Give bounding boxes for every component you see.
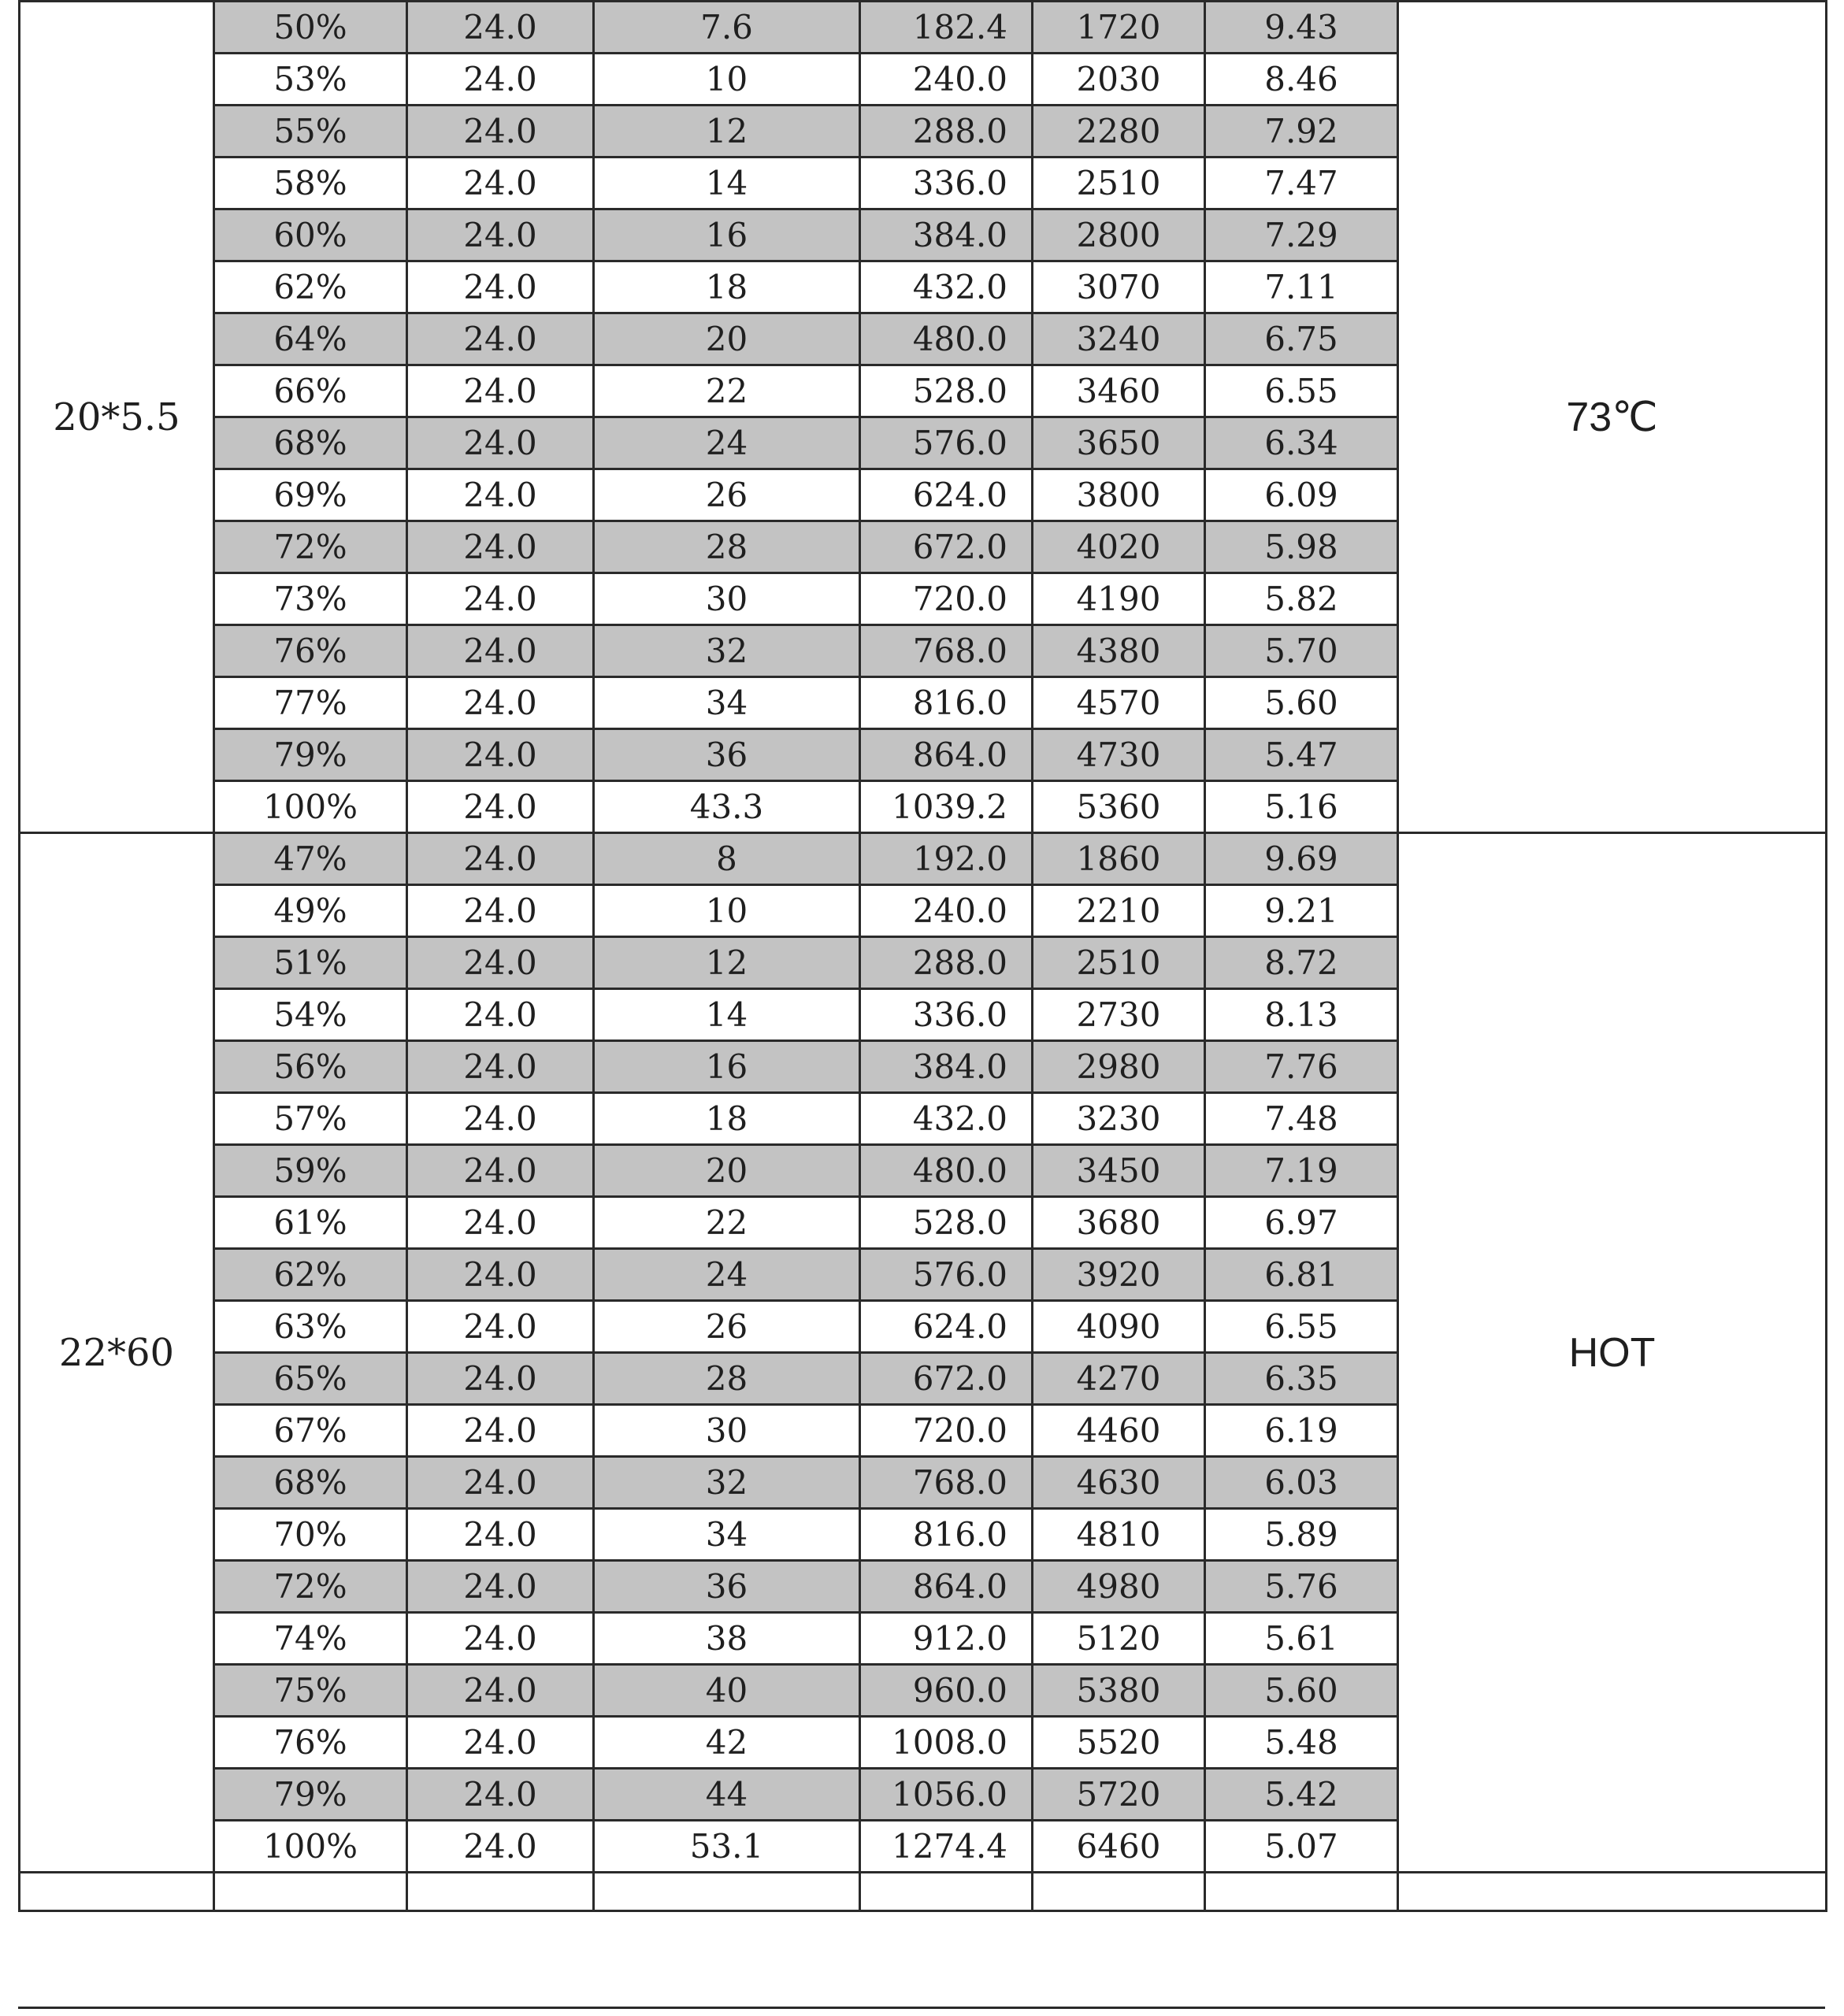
blank-cell [20, 1873, 214, 1911]
table-row [20, 2, 1827, 54]
load-cell: 73% [214, 573, 407, 625]
power-cell: 192.0 [860, 833, 1033, 885]
efficiency-cell: 6.81 [1205, 1249, 1398, 1301]
voltage-cell: 24.0 [407, 781, 594, 833]
power-cell: 288.0 [860, 106, 1033, 158]
current-cell: 26 [594, 1301, 860, 1353]
load-cell: 76% [214, 1717, 407, 1769]
rpm-cell: 3070 [1033, 261, 1205, 313]
current-cell: 26 [594, 469, 860, 521]
current-cell: 12 [594, 937, 860, 989]
load-cell: 64% [214, 313, 407, 365]
power-cell: 1008.0 [860, 1717, 1033, 1769]
efficiency-cell: 5.61 [1205, 1613, 1398, 1665]
blank-cell [594, 1873, 860, 1911]
power-cell: 480.0 [860, 313, 1033, 365]
power-cell: 384.0 [860, 209, 1033, 261]
temperature-status: 73℃ [1398, 2, 1827, 833]
rpm-cell: 3920 [1033, 1249, 1205, 1301]
rpm-cell: 4980 [1033, 1561, 1205, 1613]
power-cell: 336.0 [860, 158, 1033, 209]
rpm-cell: 5380 [1033, 1665, 1205, 1717]
voltage-cell: 24.0 [407, 937, 594, 989]
voltage-cell: 24.0 [407, 885, 594, 937]
current-cell: 18 [594, 1093, 860, 1145]
rpm-cell: 3650 [1033, 417, 1205, 469]
current-cell: 20 [594, 1145, 860, 1197]
power-cell: 672.0 [860, 1353, 1033, 1405]
rpm-cell: 5520 [1033, 1717, 1205, 1769]
blank-cell [214, 1873, 407, 1911]
rpm-cell: 4460 [1033, 1405, 1205, 1457]
rpm-cell: 3450 [1033, 1145, 1205, 1197]
power-cell: 528.0 [860, 365, 1033, 417]
voltage-cell: 24.0 [407, 261, 594, 313]
current-cell: 12 [594, 106, 860, 158]
current-cell: 40 [594, 1665, 860, 1717]
rpm-cell: 3460 [1033, 365, 1205, 417]
efficiency-cell: 5.42 [1205, 1769, 1398, 1821]
rpm-cell: 4730 [1033, 729, 1205, 781]
power-cell: 1039.2 [860, 781, 1033, 833]
current-cell: 7.6 [594, 2, 860, 54]
load-cell: 69% [214, 469, 407, 521]
current-cell: 22 [594, 365, 860, 417]
efficiency-cell: 6.35 [1205, 1353, 1398, 1405]
current-cell: 44 [594, 1769, 860, 1821]
load-cell: 100% [214, 781, 407, 833]
rpm-cell: 4570 [1033, 677, 1205, 729]
power-cell: 480.0 [860, 1145, 1033, 1197]
efficiency-cell: 5.70 [1205, 625, 1398, 677]
voltage-cell: 24.0 [407, 1093, 594, 1145]
current-cell: 20 [594, 313, 860, 365]
efficiency-cell: 9.43 [1205, 2, 1398, 54]
rpm-cell: 2980 [1033, 1041, 1205, 1093]
rpm-cell: 2030 [1033, 54, 1205, 106]
power-cell: 720.0 [860, 1405, 1033, 1457]
load-cell: 72% [214, 521, 407, 573]
load-cell: 53% [214, 54, 407, 106]
efficiency-cell: 5.76 [1205, 1561, 1398, 1613]
current-cell: 10 [594, 885, 860, 937]
rpm-cell: 3800 [1033, 469, 1205, 521]
current-cell: 14 [594, 989, 860, 1041]
current-cell: 24 [594, 417, 860, 469]
efficiency-cell: 5.82 [1205, 573, 1398, 625]
efficiency-cell: 7.92 [1205, 106, 1398, 158]
efficiency-cell: 7.48 [1205, 1093, 1398, 1145]
efficiency-cell: 6.03 [1205, 1457, 1398, 1509]
load-cell: 65% [214, 1353, 407, 1405]
voltage-cell: 24.0 [407, 573, 594, 625]
voltage-cell: 24.0 [407, 1249, 594, 1301]
voltage-cell: 24.0 [407, 1561, 594, 1613]
power-cell: 240.0 [860, 54, 1033, 106]
rpm-cell: 3230 [1033, 1093, 1205, 1145]
rpm-cell: 2730 [1033, 989, 1205, 1041]
power-cell: 182.4 [860, 2, 1033, 54]
power-cell: 720.0 [860, 573, 1033, 625]
current-cell: 36 [594, 729, 860, 781]
load-cell: 57% [214, 1093, 407, 1145]
voltage-cell: 24.0 [407, 209, 594, 261]
rpm-cell: 2280 [1033, 106, 1205, 158]
load-cell: 54% [214, 989, 407, 1041]
rpm-cell: 5720 [1033, 1769, 1205, 1821]
rpm-cell: 2800 [1033, 209, 1205, 261]
load-cell: 100% [214, 1821, 407, 1873]
power-cell: 384.0 [860, 1041, 1033, 1093]
efficiency-cell: 9.21 [1205, 885, 1398, 937]
efficiency-cell: 6.55 [1205, 365, 1398, 417]
rpm-cell: 5360 [1033, 781, 1205, 833]
current-cell: 24 [594, 1249, 860, 1301]
efficiency-cell: 7.47 [1205, 158, 1398, 209]
efficiency-cell: 9.69 [1205, 833, 1398, 885]
load-cell: 77% [214, 677, 407, 729]
load-cell: 60% [214, 209, 407, 261]
voltage-cell: 24.0 [407, 1457, 594, 1509]
power-cell: 528.0 [860, 1197, 1033, 1249]
rpm-cell: 6460 [1033, 1821, 1205, 1873]
group-label: 22*60 [20, 833, 214, 1873]
power-cell: 672.0 [860, 521, 1033, 573]
table-row [20, 833, 1827, 885]
load-cell: 50% [214, 2, 407, 54]
power-cell: 1056.0 [860, 1769, 1033, 1821]
current-cell: 28 [594, 521, 860, 573]
voltage-cell: 24.0 [407, 989, 594, 1041]
current-cell: 14 [594, 158, 860, 209]
load-cell: 67% [214, 1405, 407, 1457]
current-cell: 34 [594, 1509, 860, 1561]
voltage-cell: 24.0 [407, 1509, 594, 1561]
power-cell: 336.0 [860, 989, 1033, 1041]
efficiency-cell: 5.07 [1205, 1821, 1398, 1873]
power-cell: 432.0 [860, 1093, 1033, 1145]
load-cell: 75% [214, 1665, 407, 1717]
data-table [18, 0, 1827, 1912]
current-cell: 36 [594, 1561, 860, 1613]
voltage-cell: 24.0 [407, 1145, 594, 1197]
voltage-cell: 24.0 [407, 833, 594, 885]
load-cell: 76% [214, 625, 407, 677]
efficiency-cell: 7.76 [1205, 1041, 1398, 1093]
load-cell: 63% [214, 1301, 407, 1353]
voltage-cell: 24.0 [407, 1613, 594, 1665]
rpm-cell: 4090 [1033, 1301, 1205, 1353]
efficiency-cell: 5.98 [1205, 521, 1398, 573]
voltage-cell: 24.0 [407, 1197, 594, 1249]
rpm-cell: 3240 [1033, 313, 1205, 365]
blank-cell [407, 1873, 594, 1911]
load-cell: 79% [214, 1769, 407, 1821]
voltage-cell: 24.0 [407, 521, 594, 573]
power-cell: 768.0 [860, 1457, 1033, 1509]
power-cell: 864.0 [860, 1561, 1033, 1613]
rpm-cell: 1860 [1033, 833, 1205, 885]
power-cell: 624.0 [860, 1301, 1033, 1353]
efficiency-cell: 5.89 [1205, 1509, 1398, 1561]
current-cell: 16 [594, 209, 860, 261]
voltage-cell: 24.0 [407, 1301, 594, 1353]
load-cell: 61% [214, 1197, 407, 1249]
voltage-cell: 24.0 [407, 1717, 594, 1769]
group-label: 20*5.5 [20, 2, 214, 833]
voltage-cell: 24.0 [407, 1041, 594, 1093]
load-cell: 72% [214, 1561, 407, 1613]
load-cell: 56% [214, 1041, 407, 1093]
load-cell: 55% [214, 106, 407, 158]
rpm-cell: 4810 [1033, 1509, 1205, 1561]
current-cell: 34 [594, 677, 860, 729]
current-cell: 38 [594, 1613, 860, 1665]
voltage-cell: 24.0 [407, 417, 594, 469]
efficiency-cell: 6.97 [1205, 1197, 1398, 1249]
rpm-cell: 4020 [1033, 521, 1205, 573]
efficiency-cell: 5.48 [1205, 1717, 1398, 1769]
current-cell: 22 [594, 1197, 860, 1249]
power-cell: 960.0 [860, 1665, 1033, 1717]
rpm-cell: 4190 [1033, 573, 1205, 625]
load-cell: 68% [214, 1457, 407, 1509]
efficiency-cell: 6.34 [1205, 417, 1398, 469]
rpm-cell: 3680 [1033, 1197, 1205, 1249]
efficiency-cell: 5.60 [1205, 1665, 1398, 1717]
blank-cell [1398, 1873, 1827, 1911]
efficiency-cell: 6.75 [1205, 313, 1398, 365]
rpm-cell: 4270 [1033, 1353, 1205, 1405]
load-cell: 51% [214, 937, 407, 989]
efficiency-cell: 7.11 [1205, 261, 1398, 313]
voltage-cell: 24.0 [407, 1405, 594, 1457]
power-cell: 576.0 [860, 417, 1033, 469]
load-cell: 62% [214, 261, 407, 313]
power-cell: 240.0 [860, 885, 1033, 937]
blank-cell [860, 1873, 1033, 1911]
voltage-cell: 24.0 [407, 625, 594, 677]
voltage-cell: 24.0 [407, 1353, 594, 1405]
voltage-cell: 24.0 [407, 313, 594, 365]
current-cell: 16 [594, 1041, 860, 1093]
current-cell: 43.3 [594, 781, 860, 833]
power-cell: 432.0 [860, 261, 1033, 313]
current-cell: 32 [594, 625, 860, 677]
temperature-status: HOT [1398, 833, 1827, 1873]
power-cell: 816.0 [860, 1509, 1033, 1561]
bottom-rule [18, 2007, 1825, 2009]
efficiency-cell: 8.72 [1205, 937, 1398, 989]
voltage-cell: 24.0 [407, 677, 594, 729]
efficiency-cell: 8.13 [1205, 989, 1398, 1041]
power-cell: 912.0 [860, 1613, 1033, 1665]
load-cell: 66% [214, 365, 407, 417]
voltage-cell: 24.0 [407, 729, 594, 781]
current-cell: 32 [594, 1457, 860, 1509]
current-cell: 8 [594, 833, 860, 885]
power-cell: 1274.4 [860, 1821, 1033, 1873]
voltage-cell: 24.0 [407, 1821, 594, 1873]
voltage-cell: 24.0 [407, 469, 594, 521]
rpm-cell: 2510 [1033, 937, 1205, 989]
blank-cell [1205, 1873, 1398, 1911]
current-cell: 28 [594, 1353, 860, 1405]
load-cell: 74% [214, 1613, 407, 1665]
current-cell: 53.1 [594, 1821, 860, 1873]
current-cell: 30 [594, 1405, 860, 1457]
efficiency-cell: 6.09 [1205, 469, 1398, 521]
load-cell: 68% [214, 417, 407, 469]
power-cell: 816.0 [860, 677, 1033, 729]
voltage-cell: 24.0 [407, 1769, 594, 1821]
power-cell: 576.0 [860, 1249, 1033, 1301]
table-body [20, 2, 1827, 1911]
current-cell: 42 [594, 1717, 860, 1769]
efficiency-cell: 5.60 [1205, 677, 1398, 729]
efficiency-cell: 5.47 [1205, 729, 1398, 781]
load-cell: 70% [214, 1509, 407, 1561]
voltage-cell: 24.0 [407, 54, 594, 106]
efficiency-cell: 8.46 [1205, 54, 1398, 106]
voltage-cell: 24.0 [407, 365, 594, 417]
current-cell: 10 [594, 54, 860, 106]
efficiency-cell: 7.19 [1205, 1145, 1398, 1197]
blank-cell [1033, 1873, 1205, 1911]
rpm-cell: 2210 [1033, 885, 1205, 937]
load-cell: 79% [214, 729, 407, 781]
efficiency-cell: 6.19 [1205, 1405, 1398, 1457]
rpm-cell: 2510 [1033, 158, 1205, 209]
rpm-cell: 4380 [1033, 625, 1205, 677]
power-cell: 624.0 [860, 469, 1033, 521]
efficiency-cell: 7.29 [1205, 209, 1398, 261]
rpm-cell: 1720 [1033, 2, 1205, 54]
voltage-cell: 24.0 [407, 1665, 594, 1717]
efficiency-cell: 6.55 [1205, 1301, 1398, 1353]
current-cell: 18 [594, 261, 860, 313]
load-cell: 58% [214, 158, 407, 209]
rpm-cell: 5120 [1033, 1613, 1205, 1665]
current-cell: 30 [594, 573, 860, 625]
load-cell: 59% [214, 1145, 407, 1197]
power-cell: 288.0 [860, 937, 1033, 989]
load-cell: 49% [214, 885, 407, 937]
blank-row [20, 1873, 1827, 1911]
rpm-cell: 4630 [1033, 1457, 1205, 1509]
voltage-cell: 24.0 [407, 106, 594, 158]
power-cell: 768.0 [860, 625, 1033, 677]
efficiency-cell: 5.16 [1205, 781, 1398, 833]
load-cell: 62% [214, 1249, 407, 1301]
power-cell: 864.0 [860, 729, 1033, 781]
load-cell: 47% [214, 833, 407, 885]
voltage-cell: 24.0 [407, 2, 594, 54]
data-sheet [18, 0, 1825, 1912]
voltage-cell: 24.0 [407, 158, 594, 209]
